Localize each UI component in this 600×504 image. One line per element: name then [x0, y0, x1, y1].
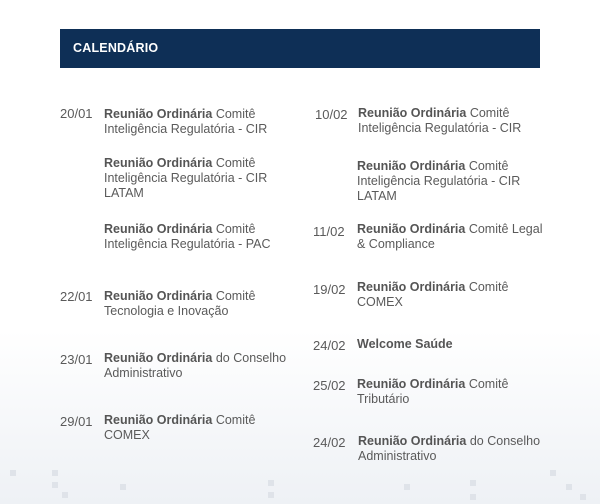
- event-detail: Comitê Tributário: [357, 377, 509, 406]
- event-title: Reunião Ordinária: [104, 351, 213, 365]
- event-title: Reunião Ordinária: [104, 107, 213, 121]
- event-title: Reunião Ordinária: [358, 106, 467, 120]
- event-date: 22/01: [60, 289, 93, 304]
- event-date: 11/02: [313, 224, 345, 239]
- event-date: 24/02: [313, 435, 346, 450]
- calendar-header: [60, 29, 540, 68]
- event-description: [357, 222, 547, 252]
- event-date: 24/02: [313, 338, 346, 353]
- event-detail: Comitê Inteligência Regulatória - PAC: [104, 222, 271, 251]
- event-title: Welcome Saúde: [357, 337, 453, 351]
- event-detail: Comitê Inteligência Regulatória - CIR: [104, 107, 268, 136]
- event-title: Reunião Ordinária: [357, 377, 466, 391]
- event-description: [104, 289, 294, 319]
- event-description: [357, 280, 547, 310]
- event-title: Reunião Ordinária: [357, 280, 466, 294]
- event-title: Reunião Ordinária: [104, 289, 213, 303]
- event-date: 29/01: [60, 414, 93, 429]
- event-title: Reunião Ordinária: [104, 156, 213, 170]
- event-description: [104, 222, 294, 252]
- event-detail: Comitê COMEX: [104, 413, 256, 442]
- event-date: 20/01: [60, 106, 93, 121]
- calendar-title: CALENDÁRIO: [73, 41, 159, 55]
- event-date: 25/02: [313, 378, 346, 393]
- event-description: [104, 156, 294, 201]
- event-detail: do Conselho Administrativo: [358, 434, 541, 463]
- event-description: [358, 434, 548, 464]
- event-date: 10/02: [315, 107, 348, 122]
- event-description: [358, 106, 548, 136]
- event-description: [357, 377, 547, 407]
- event-description: [104, 107, 294, 137]
- event-detail: Comitê Inteligência Regulatória - CIR: [358, 106, 522, 135]
- event-detail: Comitê COMEX: [357, 280, 509, 309]
- event-detail: Comitê Inteligência Regulatória - CIR LATAM: [357, 159, 521, 203]
- event-title: Reunião Ordinária: [357, 159, 466, 173]
- event-title: Reunião Ordinária: [358, 434, 467, 448]
- event-description: [104, 351, 294, 381]
- event-date: 23/01: [60, 352, 93, 367]
- event-detail: Comitê Tecnologia e Inovação: [104, 289, 256, 318]
- event-detail: Comitê Legal & Compliance: [357, 222, 543, 251]
- event-description: [357, 159, 547, 204]
- event-description: [104, 413, 294, 443]
- event-title: Reunião Ordinária: [104, 222, 213, 236]
- event-detail: Comitê Inteligência Regulatória - CIR LATAM: [104, 156, 268, 200]
- event-detail: do Conselho Administrativo: [104, 351, 287, 380]
- event-description: [357, 337, 547, 352]
- event-title: Reunião Ordinária: [104, 413, 213, 427]
- event-date: 19/02: [313, 282, 346, 297]
- event-title: Reunião Ordinária: [357, 222, 466, 236]
